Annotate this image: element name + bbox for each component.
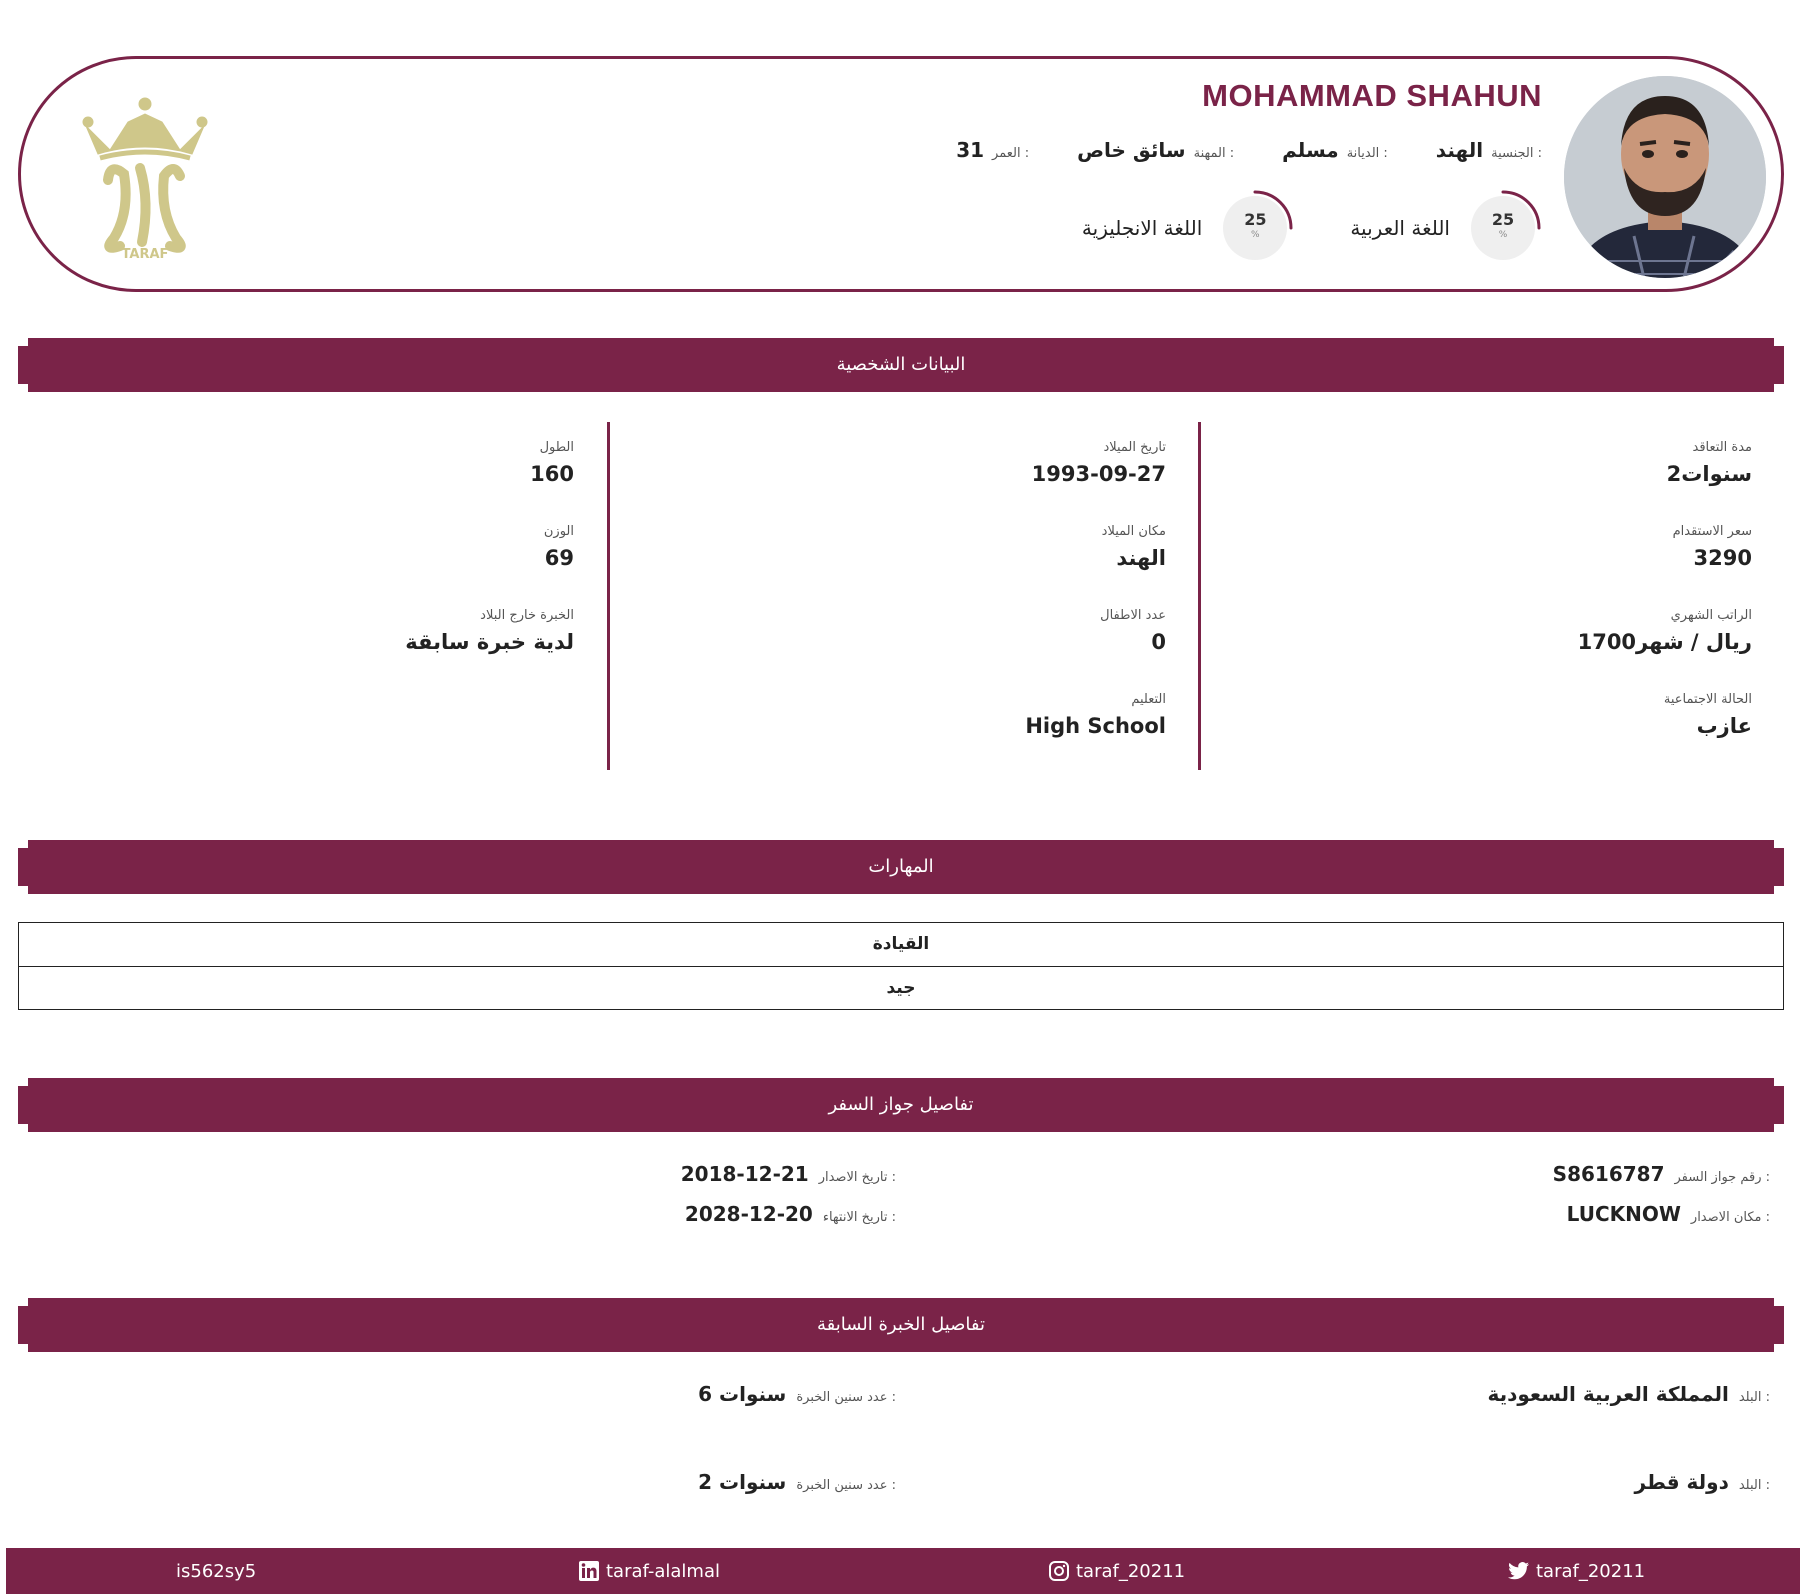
age-value: 31 bbox=[956, 138, 985, 162]
footer-code-text: is562sy5 bbox=[176, 1560, 257, 1582]
section-title: البيانات الشخصية bbox=[836, 354, 966, 375]
linkedin-handle: taraf-alalmal bbox=[606, 1560, 720, 1582]
field-value: S8616787 bbox=[1552, 1162, 1665, 1186]
field-label: عدد سنين الخبرة : bbox=[796, 1478, 896, 1493]
instagram-icon bbox=[1048, 1560, 1070, 1582]
field-label: التعليم bbox=[1131, 692, 1166, 707]
section-title: تفاصيل جواز السفر bbox=[828, 1094, 974, 1115]
skill-level-cell: جيد bbox=[19, 966, 1783, 1009]
footer-linkedin-link[interactable] bbox=[578, 1548, 720, 1594]
religion-value: مسلم bbox=[1282, 138, 1339, 162]
gauge-unit: % bbox=[1498, 230, 1508, 240]
field-label: عدد سنين الخبرة : bbox=[796, 1390, 896, 1405]
field-children bbox=[1025, 608, 1166, 692]
religion-label: الديانة : bbox=[1346, 146, 1388, 161]
field-contract-duration bbox=[1578, 440, 1752, 524]
language-name: اللغة العربية bbox=[1350, 216, 1450, 240]
gauge-value: 25 bbox=[1244, 210, 1267, 229]
field-label: البلد : bbox=[1738, 1478, 1770, 1493]
nationality-item bbox=[1436, 138, 1542, 162]
field-label: تاريخ الانتهاء : bbox=[822, 1210, 896, 1225]
field-label: تاريخ الميلاد bbox=[1103, 440, 1166, 455]
twitter-handle: taraf_20211 bbox=[1536, 1560, 1646, 1582]
column-divider bbox=[607, 422, 610, 770]
profession-item bbox=[1077, 138, 1234, 162]
personal-column-right bbox=[1578, 440, 1752, 776]
field-value: 3290 bbox=[1693, 546, 1752, 570]
passport-number bbox=[1553, 1162, 1770, 1186]
crown-logo-icon bbox=[80, 92, 210, 262]
field-value: 2028-12-20 bbox=[684, 1202, 813, 1226]
field-value: دولة قطر bbox=[1634, 1470, 1729, 1494]
field-label: الراتب الشهري bbox=[1670, 608, 1752, 623]
field-value: 69 bbox=[544, 546, 574, 570]
field-value: 6 سنوات bbox=[698, 1382, 787, 1406]
field-birth-date bbox=[1025, 440, 1166, 524]
field-value: LUCKNOW bbox=[1566, 1202, 1681, 1226]
field-label: الوزن bbox=[543, 524, 574, 539]
profession-value: سائق خاص bbox=[1077, 138, 1186, 162]
field-value: 1993-09-27 bbox=[1031, 462, 1166, 486]
field-recruitment-price bbox=[1578, 524, 1752, 608]
passport-issue-date bbox=[681, 1162, 896, 1186]
experience-country bbox=[1635, 1470, 1770, 1494]
gauge-value: 25 bbox=[1491, 210, 1515, 229]
field-value: High School bbox=[1025, 714, 1166, 738]
field-value: 2 سنوات bbox=[698, 1470, 787, 1494]
section-banner-skills bbox=[18, 840, 1784, 894]
field-label: الطول bbox=[539, 440, 574, 455]
field-value: عازب bbox=[1696, 714, 1752, 738]
language-gauge bbox=[1470, 188, 1550, 268]
language-english bbox=[1082, 188, 1302, 268]
personal-column-middle bbox=[1025, 440, 1166, 776]
avatar bbox=[1564, 76, 1766, 278]
field-marital-status bbox=[1578, 692, 1752, 776]
section-banner-passport bbox=[18, 1078, 1784, 1132]
section-title: المهارات bbox=[868, 856, 934, 877]
field-birth-place bbox=[1025, 524, 1166, 608]
candidate-photo bbox=[1564, 76, 1766, 278]
section-title: تفاصيل الخبرة السابقة bbox=[816, 1314, 986, 1335]
logo-text: TARAF bbox=[121, 247, 169, 262]
field-label: الخبرة خارج البلاد bbox=[480, 608, 574, 623]
language-name: اللغة الانجليزية bbox=[1081, 216, 1203, 240]
linkedin-icon bbox=[578, 1560, 600, 1582]
section-banner-personal bbox=[18, 338, 1784, 392]
field-weight bbox=[405, 524, 574, 608]
experience-country bbox=[1487, 1382, 1770, 1406]
passport-issue-place bbox=[1567, 1202, 1770, 1226]
age-item bbox=[956, 138, 1029, 162]
field-value: 1700ريال / شهر bbox=[1577, 630, 1752, 654]
passport-expiry-date bbox=[685, 1202, 896, 1226]
field-label: الحالة الاجتماعية bbox=[1663, 692, 1752, 707]
footer-code bbox=[176, 1548, 256, 1594]
gauge-unit: % bbox=[1251, 230, 1260, 240]
personal-column-left bbox=[405, 440, 574, 692]
field-value: الهند bbox=[1116, 546, 1166, 570]
field-label: رقم جواز السفر : bbox=[1674, 1170, 1770, 1185]
instagram-handle: taraf_20211 bbox=[1076, 1560, 1186, 1582]
field-label: مكان الميلاد bbox=[1101, 524, 1166, 539]
nationality-value: الهند bbox=[1435, 138, 1484, 162]
languages-row bbox=[1082, 188, 1550, 268]
skill-name-cell: القيادة bbox=[872, 934, 930, 954]
taraf-logo bbox=[80, 92, 210, 262]
field-education bbox=[1025, 692, 1166, 776]
section-banner-experience bbox=[18, 1298, 1784, 1352]
experience-years bbox=[698, 1382, 896, 1406]
candidate-name: MOHAMMAD SHAHUN bbox=[1202, 78, 1542, 113]
candidate-info-row bbox=[956, 138, 1542, 162]
experience-years bbox=[698, 1470, 896, 1494]
language-gauge bbox=[1222, 188, 1302, 268]
field-label: سعر الاستقدام bbox=[1672, 524, 1752, 539]
field-height bbox=[405, 440, 574, 524]
field-value: 2018-12-21 bbox=[680, 1162, 809, 1186]
field-label: تاريخ الاصدار : bbox=[818, 1170, 896, 1185]
nationality-label: الجنسية : bbox=[1491, 146, 1542, 161]
twitter-icon bbox=[1508, 1560, 1530, 1582]
field-label: عدد الاطفال bbox=[1100, 608, 1166, 623]
skills-table bbox=[18, 922, 1784, 1010]
field-value: 160 bbox=[530, 462, 574, 486]
footer-bar bbox=[6, 1548, 1800, 1594]
field-value: 2سنوات bbox=[1666, 462, 1752, 486]
field-experience-abroad bbox=[405, 608, 574, 692]
field-label: البلد : bbox=[1738, 1390, 1770, 1405]
field-value: 0 bbox=[1151, 630, 1166, 654]
field-label: مكان الاصدار : bbox=[1690, 1210, 1770, 1225]
field-value: لدية خبرة سابقة bbox=[405, 630, 574, 654]
footer-instagram-link[interactable] bbox=[1048, 1548, 1185, 1594]
religion-item bbox=[1282, 138, 1388, 162]
age-label: العمر : bbox=[992, 146, 1030, 161]
field-label: مدة التعاقد bbox=[1692, 440, 1752, 455]
profession-label: المهنة : bbox=[1193, 146, 1235, 161]
language-arabic bbox=[1350, 188, 1550, 268]
field-monthly-salary bbox=[1578, 608, 1752, 692]
footer-twitter-link[interactable] bbox=[1508, 1548, 1645, 1594]
field-value: المملكة العربية السعودية bbox=[1487, 1382, 1729, 1406]
column-divider bbox=[1198, 422, 1201, 770]
